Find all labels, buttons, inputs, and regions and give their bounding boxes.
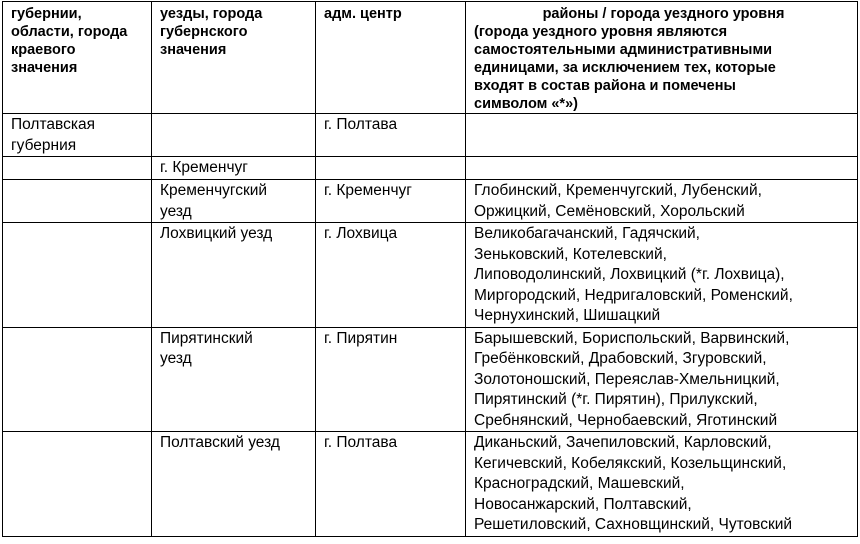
cell-districts: Глобинский, Кременчугский, Лубенский, Оржицкий, Семёновский, Хорольский: [466, 180, 858, 223]
cell-admin-center: г. Полтава: [316, 432, 466, 537]
header-governorates: губернии, области, города краевого значения: [3, 2, 152, 114]
cell-governorate: [3, 223, 152, 328]
table-row: [3, 114, 858, 157]
cell-admin-center: г. Лохвица: [316, 223, 466, 328]
cell-governorate: [3, 327, 152, 432]
header-districts-note: (города уездного уровня являются самостоятельными административными единицами, за исключением тех, которые входят в состав района и помечены символом «*»): [474, 24, 776, 112]
table-row: [3, 180, 858, 223]
cell-governorate: [3, 432, 152, 537]
cell-uezd: г. Кременчуг: [152, 157, 316, 180]
cell-districts: Барышевский, Бориспольский, Варвинский, Гребёнковский, Драбовский, Згуровский, Золотоношский, Переяслав-Хмельницкий, Пирятинский (*г. Пирятин), Прилукский, Сребнянский, Чернобаевский, Яготинский: [466, 327, 858, 432]
cell-districts: Великобагачанский, Гадячский, Зеньковский, Котелевский, Липоводолинский, Лохвицкий (*г. Лохвица), Миргородский, Недригаловский, Роменский, Чернухинский, Шишацкий: [466, 223, 858, 328]
header-uezds: уезды, города губернского значения: [152, 2, 316, 114]
table-row: [3, 327, 858, 432]
cell-admin-center: [316, 157, 466, 180]
cell-uezd: [152, 114, 316, 157]
header-row: [3, 2, 858, 114]
header-districts-title: районы / города уездного уровня: [542, 6, 785, 22]
cell-uezd: Пирятинский уезд: [152, 327, 316, 432]
cell-districts: Диканьский, Зачепиловский, Карловский, Кегичевский, Кобелякский, Козельщинский, Красноградский, Машевский, Новосанжарский, Полтавский, Решетиловский, Сахновщинский, Чутовский: [466, 432, 858, 537]
cell-districts: [466, 157, 858, 180]
cell-governorate: Полтавская губерния: [3, 114, 152, 157]
cell-uezd: Лохвицкий уезд: [152, 223, 316, 328]
cell-uezd: Кременчугский уезд: [152, 180, 316, 223]
cell-admin-center: г. Пирятин: [316, 327, 466, 432]
table-row: [3, 157, 858, 180]
cell-governorate: [3, 157, 152, 180]
header-admin-center: адм. центр: [316, 2, 466, 114]
administrative-division-table: [2, 1, 858, 537]
cell-governorate: [3, 180, 152, 223]
cell-districts: [466, 114, 858, 157]
table-row: [3, 223, 858, 328]
cell-admin-center: г. Кременчуг: [316, 180, 466, 223]
table-row: [3, 432, 858, 537]
cell-uezd: Полтавский уезд: [152, 432, 316, 537]
header-districts: [466, 2, 858, 114]
cell-admin-center: г. Полтава: [316, 114, 466, 157]
